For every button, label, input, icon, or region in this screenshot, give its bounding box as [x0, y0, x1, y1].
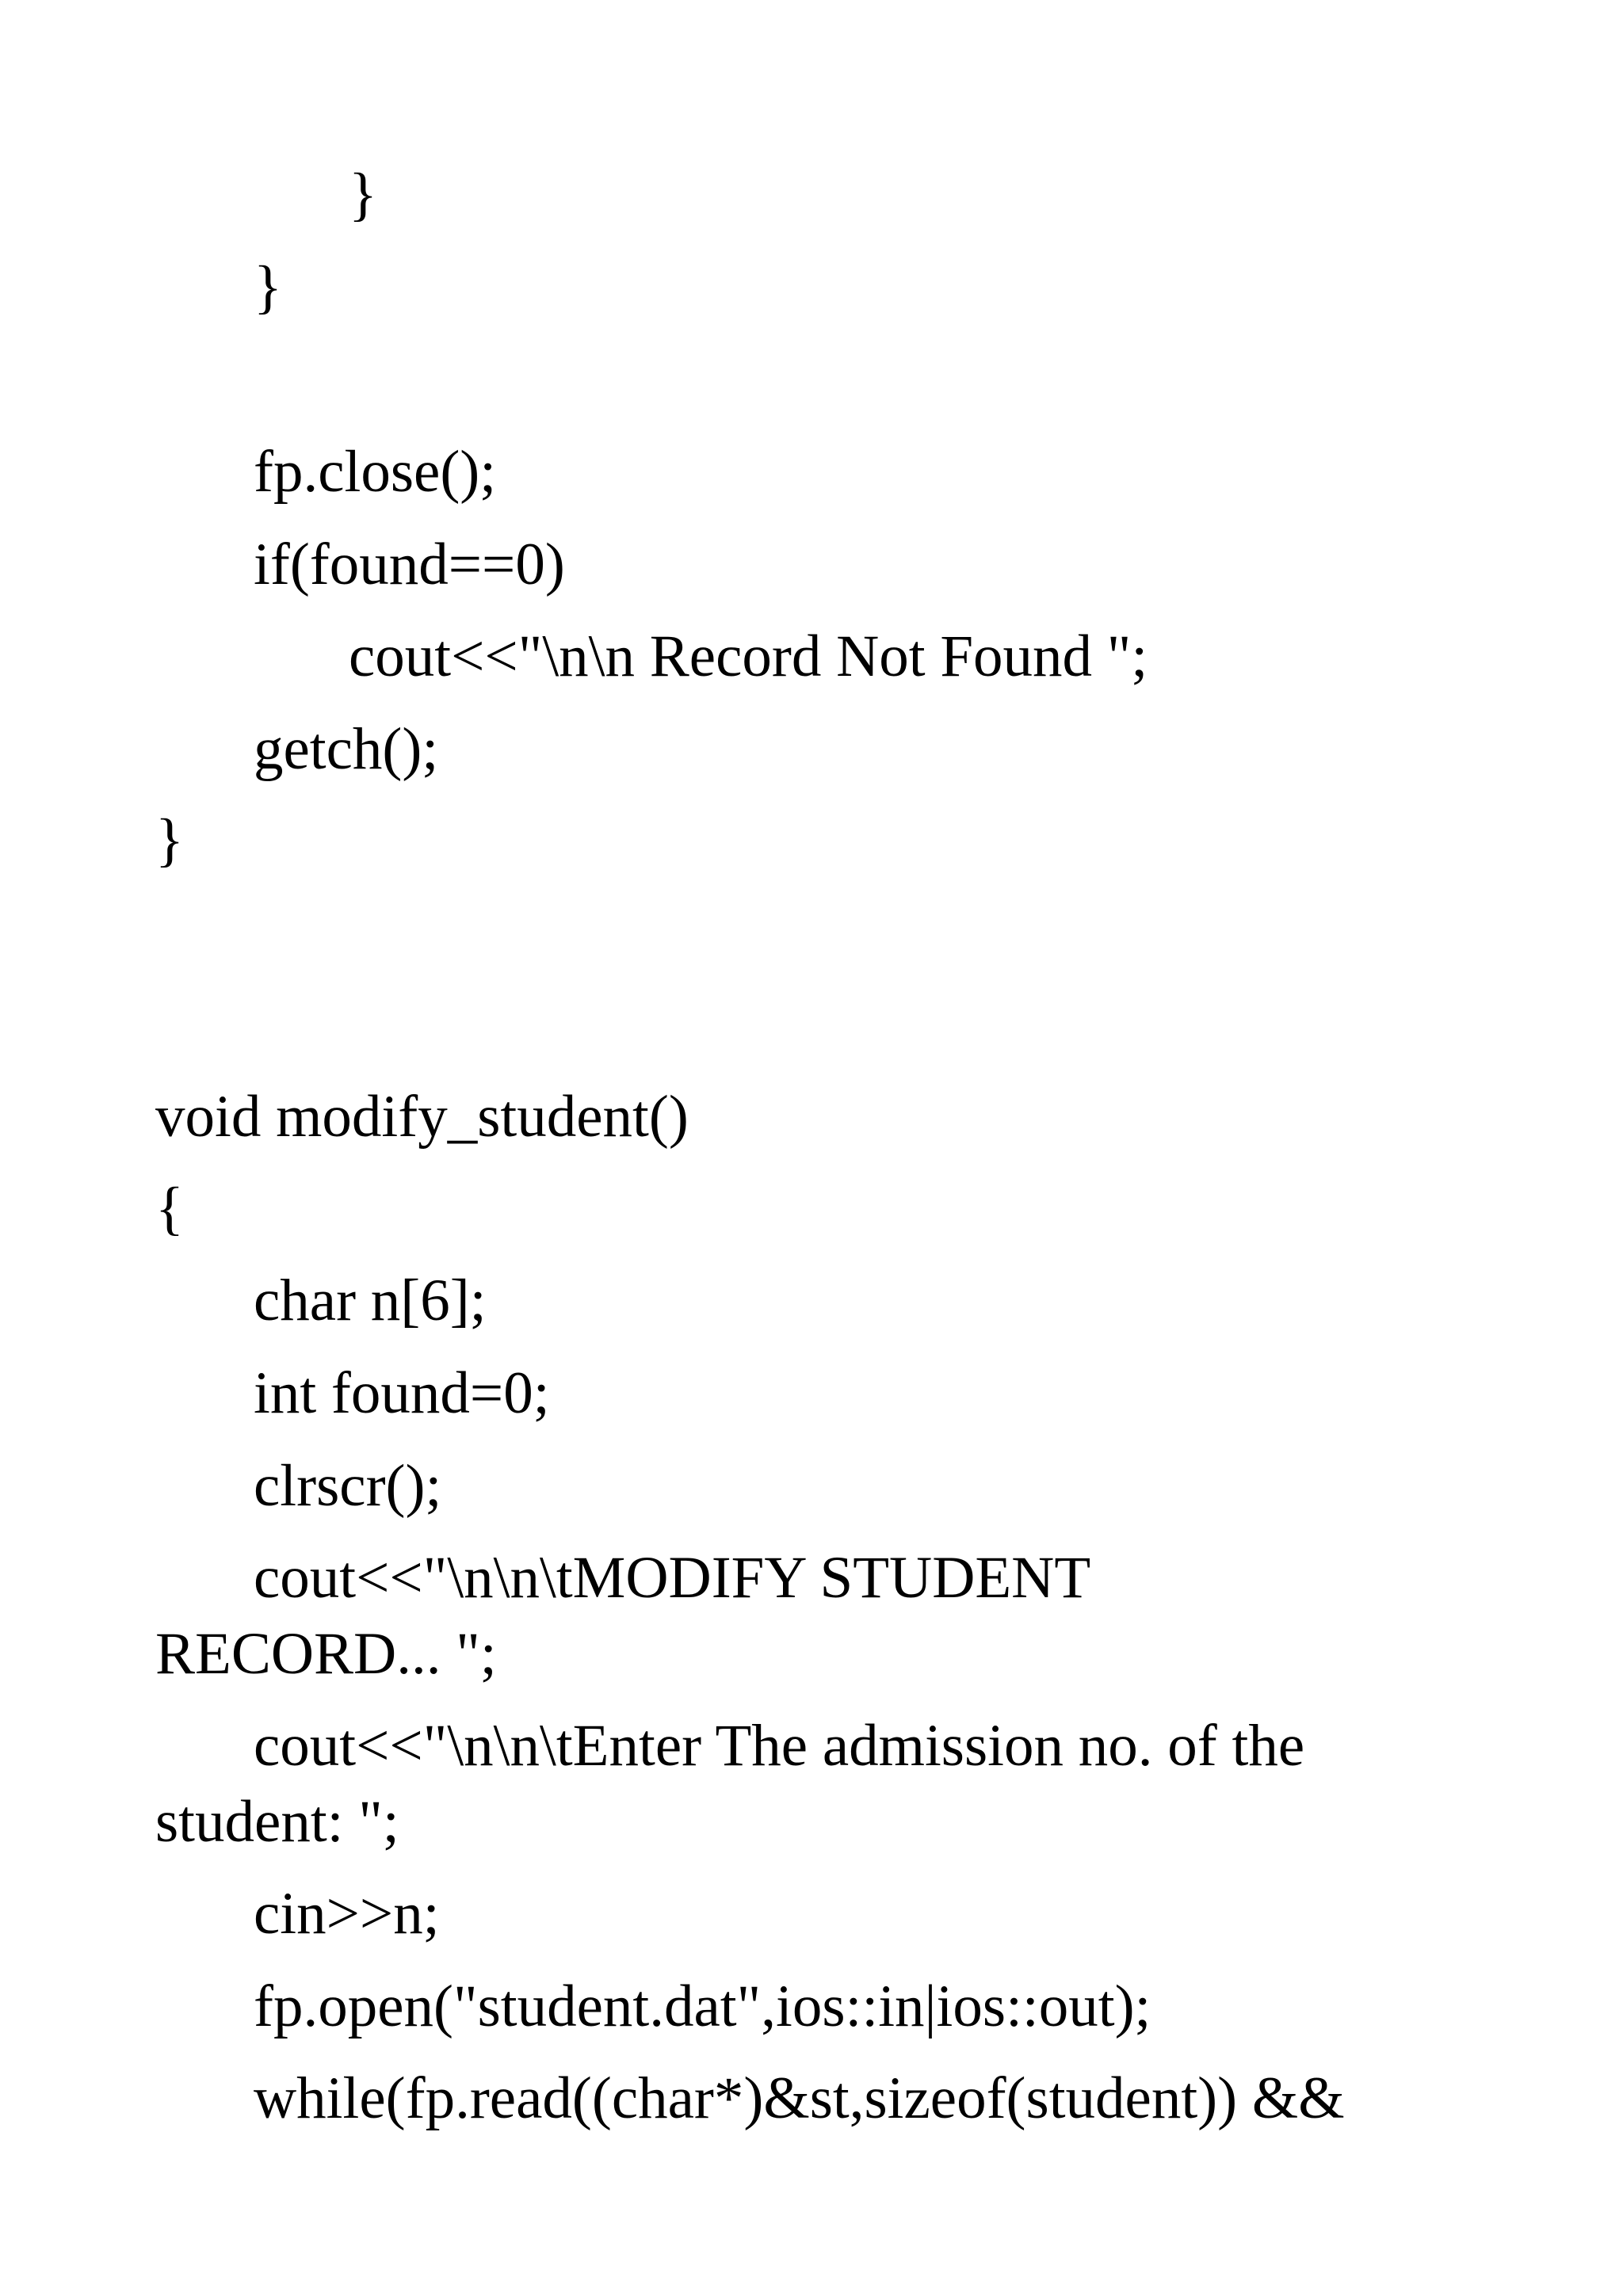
- code-line: cout<<"\n\n\tMODIFY STUDENT: [254, 1545, 1091, 1611]
- code-line: cin>>n;: [254, 1881, 440, 1947]
- code-line: }: [349, 162, 377, 227]
- code-line: fp.open("student.dat",ios::in|ios::out);: [254, 1974, 1151, 2039]
- code-line: if(found==0): [254, 532, 565, 597]
- function-signature: void modify_student(): [155, 1084, 689, 1150]
- code-line: }: [155, 807, 184, 873]
- code-line: cout<<"\n\n Record Not Found ";: [349, 624, 1148, 689]
- code-line: fp.close();: [254, 439, 497, 505]
- code-line: while(fp.read((char*)&st,sizeof(student)) &&: [254, 2065, 1345, 2131]
- code-line: RECORD... ";: [155, 1621, 497, 1687]
- code-line: int found=0;: [254, 1360, 550, 1426]
- code-line: getch();: [254, 716, 439, 782]
- code-line: }: [254, 254, 282, 320]
- code-line: {: [155, 1176, 184, 1241]
- code-line: char n[6];: [254, 1268, 487, 1333]
- code-line: clrscr();: [254, 1453, 442, 1519]
- code-line: student: ";: [155, 1789, 399, 1855]
- code-line: cout<<"\n\n\tEnter The admission no. of the: [254, 1713, 1305, 1779]
